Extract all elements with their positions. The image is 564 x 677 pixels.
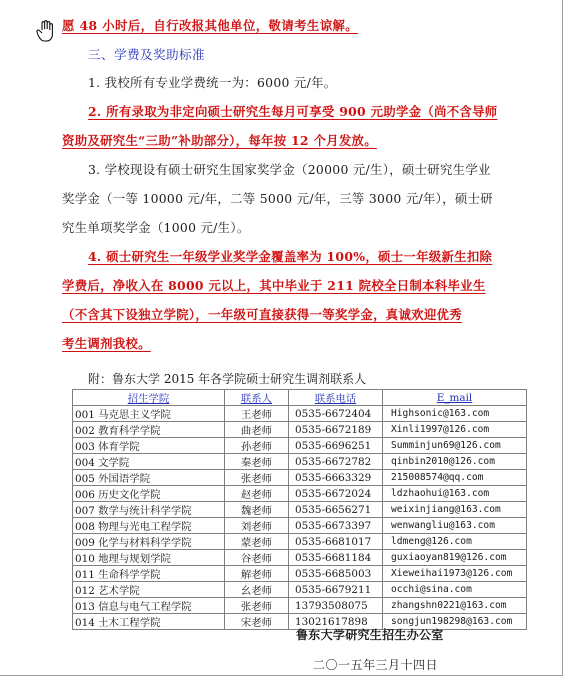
cell-contact: 刘老师 (225, 518, 289, 534)
cell-email[interactable]: songjun198298@163.com (383, 614, 527, 630)
hand-pointer-icon (36, 20, 54, 42)
cell-college: 009 化学与材料科学学院 (73, 534, 225, 550)
cell-email[interactable]: zhangshn0221@163.com (383, 598, 527, 614)
cell-email[interactable]: ldmeng@126.com (383, 534, 527, 550)
header-contact: 联系人 (225, 390, 289, 406)
cell-email[interactable]: ldzhaohui@163.com (383, 486, 527, 502)
cell-contact: 魏老师 (225, 502, 289, 518)
section-heading: 三、学费及奖助标准 (88, 47, 205, 62)
contacts-table (72, 389, 527, 630)
cell-phone: 13021617898 (289, 614, 383, 630)
table-row (73, 486, 527, 502)
cell-contact: 张老师 (225, 470, 289, 486)
cell-college: 010 地理与规划学院 (73, 550, 225, 566)
item-2-line-1: 2. 所有录取为非定向硕士研究生每月可享受 900 元助学金（尚不含导师 (88, 104, 498, 119)
top-notice: 愿 48 小时后，自行改报其他单位，敬请考生谅解。 (62, 18, 359, 33)
cell-phone: 0535-6681017 (289, 534, 383, 550)
cell-contact: 孙老师 (225, 438, 289, 454)
table-row (73, 422, 527, 438)
item-4-line-4: 考生调剂我校。 (62, 336, 151, 351)
cell-contact: 王老师 (225, 406, 289, 422)
cell-email[interactable]: Xinli1997@126.com (383, 422, 527, 438)
cell-email[interactable]: occhi@sina.com (383, 582, 527, 598)
cell-contact: 曲老师 (225, 422, 289, 438)
signature-office: 鲁东大学研究生招生办公室 (296, 628, 444, 642)
cell-phone: 0535-6679211 (289, 582, 383, 598)
cell-phone: 0535-6685003 (289, 566, 383, 582)
table-row (73, 454, 527, 470)
table-row (73, 438, 527, 454)
cell-phone: 0535-6672024 (289, 486, 383, 502)
item-1: 1. 我校所有专业学费统一为：6000 元/年。 (88, 75, 337, 90)
item-4-line-1: 4. 硕士研究生一年级学业奖学金覆盖率为 100%，硕士一年级新生扣除 (88, 249, 493, 264)
cell-contact: 谷老师 (225, 550, 289, 566)
table-row (73, 566, 527, 582)
cell-college: 003 体育学院 (73, 438, 225, 454)
item-2-line-2: 资助及研究生“三助”补助部分），每年按 12 个月发放。 (62, 133, 377, 148)
table-row (73, 598, 527, 614)
cell-contact: 秦老师 (225, 454, 289, 470)
cell-college: 011 生命科学学院 (73, 566, 225, 582)
table-row (73, 470, 527, 486)
item-3-line-1: 3. 学校现设有硕士研究生国家奖学金（20000 元/生），硕士研究生学业 (88, 162, 491, 177)
cell-phone: 13793508075 (289, 598, 383, 614)
cell-college: 005 外国语学院 (73, 470, 225, 486)
item-4-line-3: （不含其下设独立学院），一年级可直接获得一等奖学金，真诚欢迎优秀 (62, 307, 462, 322)
table-row (73, 518, 527, 534)
cell-phone: 0535-6656271 (289, 502, 383, 518)
table-row (73, 550, 527, 566)
cell-college: 008 物理与光电工程学院 (73, 518, 225, 534)
table-row (73, 502, 527, 518)
cell-phone: 0535-6673397 (289, 518, 383, 534)
cell-email[interactable]: Xieweihai1973@126.com (383, 566, 527, 582)
cell-email[interactable]: wenwangliu@163.com (383, 518, 527, 534)
cell-contact: 解老师 (225, 566, 289, 582)
cell-contact: 幺老师 (225, 582, 289, 598)
cell-contact: 宋老师 (225, 614, 289, 630)
cell-phone: 0535-6672404 (289, 406, 383, 422)
cell-contact: 张老师 (225, 598, 289, 614)
signature-date: 二〇一五年三月十四日 (313, 658, 439, 672)
cell-college: 014 土木工程学院 (73, 614, 225, 630)
header-college: 招生学院 (73, 390, 225, 406)
table-row (73, 406, 527, 422)
item-3-line-2: 奖学金（一等 10000 元/年，二等 5000 元/年，三等 3000 元/年），硕士研 (62, 191, 493, 206)
table-row (73, 582, 527, 598)
cell-email[interactable]: weixinjiang@163.com (383, 502, 527, 518)
table-row (73, 534, 527, 550)
header-email: E_mail (383, 390, 527, 406)
table-header-row (73, 390, 527, 406)
cell-phone: 0535-6672782 (289, 454, 383, 470)
cell-email[interactable]: qinbin2010@126.com (383, 454, 527, 470)
cell-email[interactable]: Summinjun69@126.com (383, 438, 527, 454)
cell-email[interactable]: Highsonic@163.com (383, 406, 527, 422)
cell-phone: 0535-6696251 (289, 438, 383, 454)
cell-contact: 赵老师 (225, 486, 289, 502)
cell-email[interactable]: 215008574@qq.com (383, 470, 527, 486)
header-phone: 联系电话 (289, 390, 383, 406)
cell-college: 013 信息与电气工程学院 (73, 598, 225, 614)
item-3-line-3: 究生单项奖学金（1000 元/生）。 (62, 220, 250, 235)
cell-college: 002 教育科学学院 (73, 422, 225, 438)
cell-college: 007 数学与统计科学学院 (73, 502, 225, 518)
item-4-line-2: 学费后，净收入在 8000 元以上，其中毕业于 211 院校全日制本科毕业生 (62, 278, 486, 293)
cell-phone: 0535-6672189 (289, 422, 383, 438)
cell-phone: 0535-6663329 (289, 470, 383, 486)
cell-contact: 蒙老师 (225, 534, 289, 550)
cell-college: 004 文学院 (73, 454, 225, 470)
cell-college: 001 马克思主义学院 (73, 406, 225, 422)
cell-college: 006 历史文化学院 (73, 486, 225, 502)
appendix-title: 附：鲁东大学 2015 年各学院硕士研究生调剂联系人 (88, 372, 367, 386)
cell-email[interactable]: guxiaoyan819@126.com (383, 550, 527, 566)
cell-phone: 0535-6681184 (289, 550, 383, 566)
cell-college: 012 艺术学院 (73, 582, 225, 598)
